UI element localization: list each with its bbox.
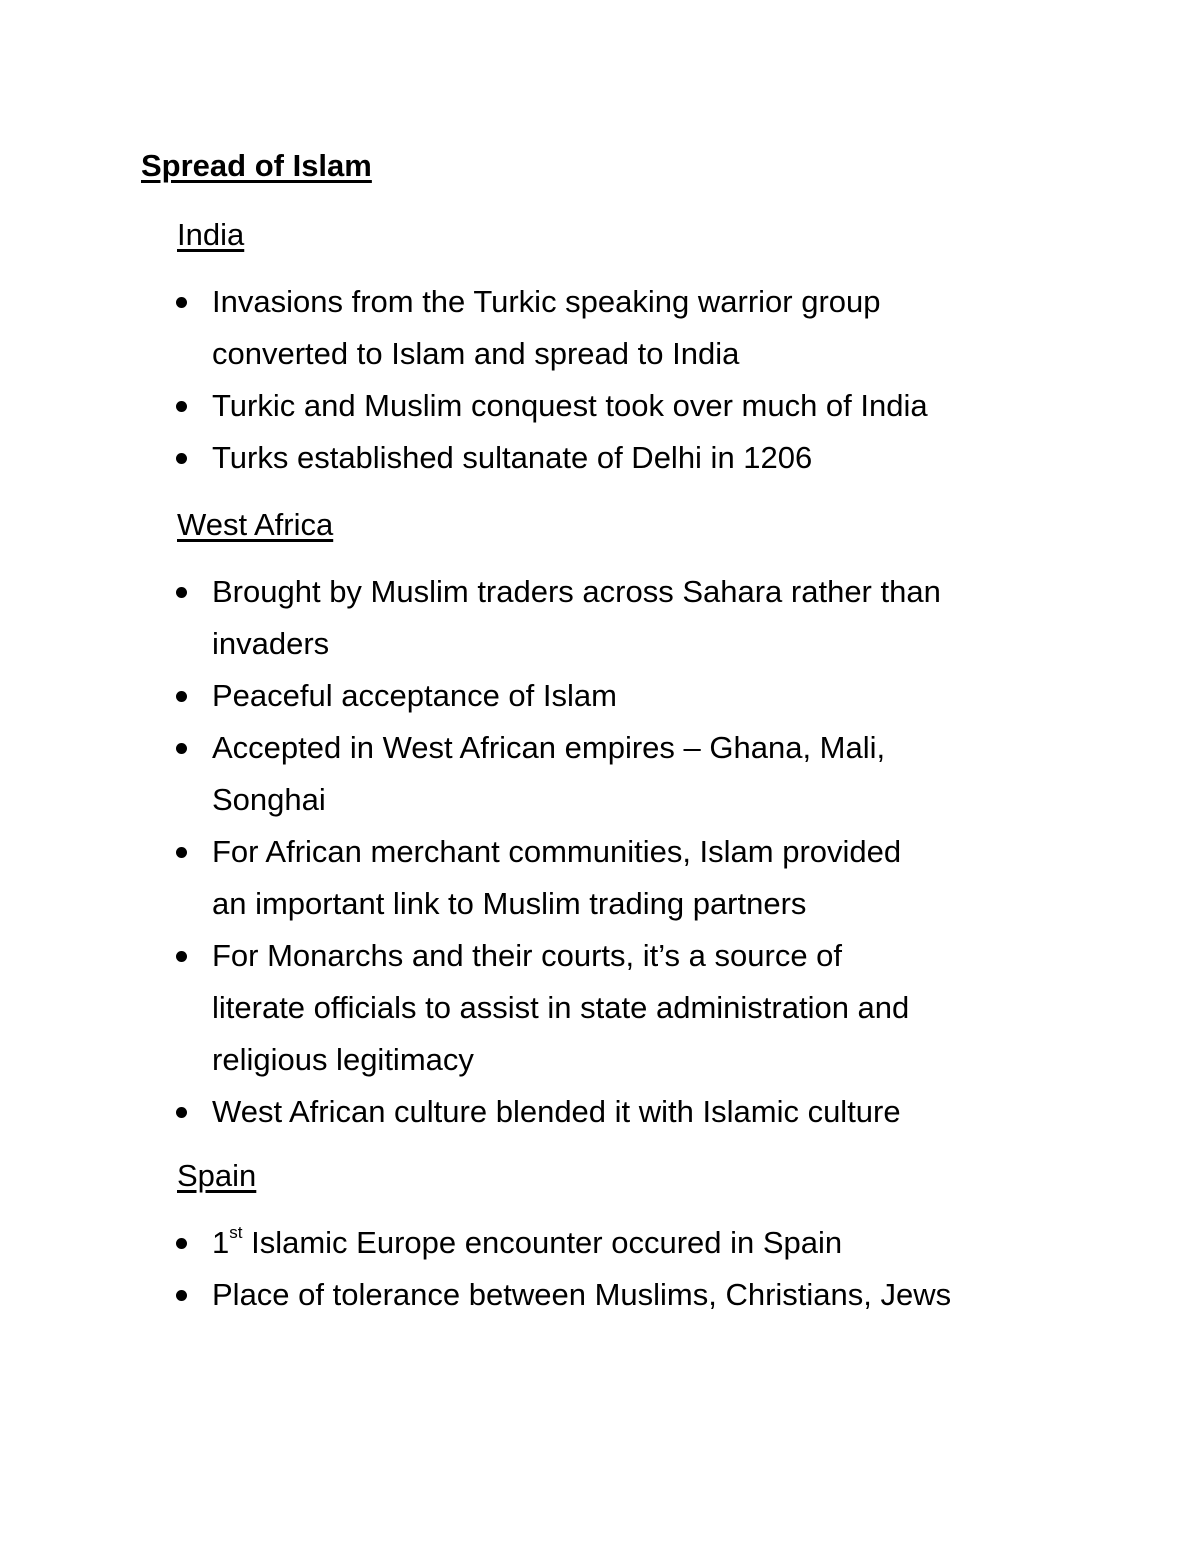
bullet-list-west-africa — [0, 566, 1200, 1138]
bullet-icon — [176, 1107, 187, 1118]
bullet-list-india — [0, 276, 1200, 484]
list-item-text: Brought by Muslim traders across Sahara rather than — [212, 574, 941, 609]
list-item-text: Songhai — [212, 782, 326, 817]
bullet-icon — [176, 951, 187, 962]
list-item — [0, 670, 1200, 722]
list-item — [0, 1086, 1200, 1138]
list-item — [0, 930, 1200, 1086]
list-item-text-rest: Islamic Europe encounter occured in Spain — [242, 1225, 843, 1260]
bullet-icon — [176, 587, 187, 598]
bullet-icon — [176, 691, 187, 702]
list-item-text: West African culture blended it with Islamic culture — [212, 1094, 901, 1129]
list-item — [0, 826, 1200, 930]
bullet-icon — [176, 1238, 187, 1249]
list-item-text: invaders — [212, 626, 330, 661]
list-item-text: Place of tolerance between Muslims, Christians, Jews — [212, 1277, 952, 1312]
list-item — [0, 276, 1200, 380]
bullet-icon — [176, 297, 187, 308]
list-item-text: religious legitimacy — [212, 1042, 474, 1077]
ordinal-suffix: st — [229, 1222, 243, 1242]
list-item-text: For African merchant communities, Islam provided — [212, 834, 902, 869]
section-heading-spain: Spain — [177, 1158, 257, 1193]
section-heading-west-africa: West Africa — [177, 507, 334, 542]
bullet-icon — [176, 847, 187, 858]
list-item-text: an important link to Muslim trading partners — [212, 886, 807, 921]
list-item-text: Invasions from the Turkic speaking warrior group — [212, 284, 881, 319]
list-item-text — [212, 1217, 1100, 1269]
list-item-text: Turkic and Muslim conquest took over much of India — [212, 388, 928, 423]
list-item-text: converted to Islam and spread to India — [212, 336, 740, 371]
bullet-icon — [176, 1290, 187, 1301]
bullet-icon — [176, 453, 187, 464]
list-item — [0, 380, 1200, 432]
bullet-icon — [176, 743, 187, 754]
list-item — [0, 432, 1200, 484]
list-item-text: Accepted in West African empires – Ghana, Mali, — [212, 730, 886, 765]
ordinal-number: 1 — [212, 1225, 230, 1260]
list-item-text: literate officials to assist in state administration and — [212, 990, 910, 1025]
list-item — [0, 1269, 1200, 1321]
list-item-text: Peaceful acceptance of Islam — [212, 678, 617, 713]
list-item — [0, 1217, 1200, 1269]
list-item — [0, 566, 1200, 670]
list-item-text: Turks established sultanate of Delhi in 1206 — [212, 440, 813, 475]
bullet-icon — [176, 401, 187, 412]
document-title: Spread of Islam — [141, 148, 372, 183]
list-item-text: For Monarchs and their courts, it’s a source of — [212, 938, 843, 973]
bullet-list-spain — [0, 1217, 1200, 1321]
section-heading-india: India — [177, 217, 245, 252]
list-item — [0, 722, 1200, 826]
